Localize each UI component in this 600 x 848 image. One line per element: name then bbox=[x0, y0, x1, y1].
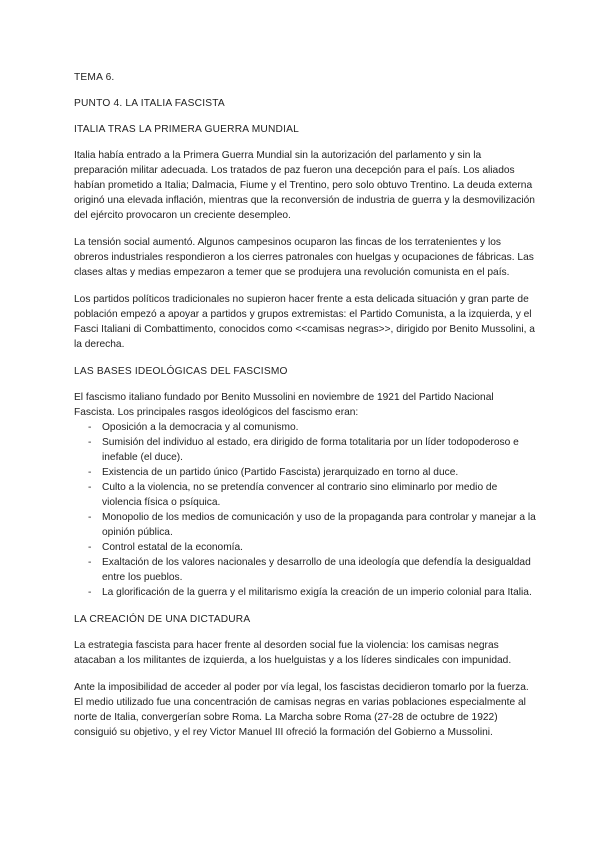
bullet-dash: - bbox=[88, 512, 92, 523]
list-item bbox=[74, 480, 536, 510]
list-item bbox=[74, 420, 536, 435]
list-item-text: Sumisión del individuo al estado, era dirigido de forma totalitaria por un líder todopoderoso e inefable (el duce). bbox=[102, 437, 519, 463]
list-item bbox=[74, 555, 536, 585]
list-item-text: Monopolio de los medios de comunicación y uso de la propaganda para controlar y manejar a la opinión pública. bbox=[102, 512, 536, 538]
bullet-dash: - bbox=[88, 437, 92, 448]
list-item-text: Culto a la violencia, no se pretendía convencer al contrario sino eliminarlo por medio de violencia física o psíquica. bbox=[102, 482, 498, 508]
bullet-dash: - bbox=[88, 557, 92, 568]
list-item bbox=[74, 465, 536, 480]
point-title: PUNTO 4. LA ITALIA FASCISTA bbox=[74, 98, 225, 109]
ideology-list bbox=[74, 420, 536, 600]
list-item-text: Control estatal de la economía. bbox=[102, 542, 244, 553]
paragraph: Ante la imposibilidad de acceder al poder por vía legal, los fascistas decidieron tomarlo por la fuerza. El medio utilizado fue una concentración de camisas negras en varias poblaciones especialmente al norte de Italia, convergerían sobre Roma. La Marcha sobre Roma (27-28 de octubre de 1922) consiguió su objetivo, y el rey Victor Manuel III ofreció la formación del Gobierno a Mussolini. bbox=[74, 682, 529, 738]
paragraph: La estrategia fascista para hacer frente al desorden social fue la violencia: los camisas negras atacaban a los militantes de izquierda, a los huelguistas y a los líderes sindicales con impunidad. bbox=[74, 640, 512, 666]
topic-label: TEMA 6. bbox=[74, 72, 115, 83]
bullet-dash: - bbox=[88, 467, 92, 478]
list-item bbox=[74, 510, 536, 540]
list-item bbox=[74, 540, 536, 555]
paragraph: Italia había entrado a la Primera Guerra Mundial sin la autorización del parlamento y sin la preparación militar adecuada. Los tratados de paz fueron una decepción para el país. Los aliados habían prometido a Italia; Dalmacia, Fiume y el Trentino, pero solo obtuvo Trentino. La deuda externa originó una elevada inflación, mientras que la reconversión de industria de guerra y la desmovilización del ejército provocaron un creciente desempleo. bbox=[74, 150, 535, 221]
bullet-dash: - bbox=[88, 482, 92, 493]
section-heading-postwar-italy: ITALIA TRAS LA PRIMERA GUERRA MUNDIAL bbox=[74, 124, 299, 135]
section-heading-dictatorship: LA CREACIÓN DE UNA DICTADURA bbox=[74, 614, 251, 625]
list-item-text: Exaltación de los valores nacionales y desarrollo de una ideología que defendía la desigualdad entre los pueblos. bbox=[102, 557, 531, 583]
bullet-dash: - bbox=[88, 422, 92, 433]
bullet-dash: - bbox=[88, 542, 92, 553]
list-item bbox=[74, 435, 536, 465]
paragraph: El fascismo italiano fundado por Benito Mussolini en noviembre de 1921 del Partido Nacional Fascista. Los principales rasgos ideológicos del fascismo eran: bbox=[74, 392, 494, 418]
list-item-text: Existencia de un partido único (Partido Fascista) jerarquizado en torno al duce. bbox=[102, 467, 459, 478]
document-body bbox=[74, 70, 536, 752]
list-item-text: Oposición a la democracia y al comunismo. bbox=[102, 422, 299, 433]
section-heading-fascism-ideology: LAS BASES IDEOLÓGICAS DEL FASCISMO bbox=[74, 366, 288, 377]
list-item-text: La glorificación de la guerra y el militarismo exigía la creación de un imperio colonial para Italia. bbox=[102, 587, 532, 598]
list-item bbox=[74, 585, 536, 600]
bullet-dash: - bbox=[88, 587, 92, 598]
paragraph: La tensión social aumentó. Algunos campesinos ocuparon las fincas de los terratenientes y los obreros industriales respondieron a los cierres patronales con huelgas y ocupaciones de fábricas. Las clases altas y medias empezaron a temer que se produjera una revolución comunista en el país. bbox=[74, 237, 534, 278]
paragraph: Los partidos políticos tradicionales no supieron hacer frente a esta delicada situación y gran parte de población empezó a apoyar a partidos y grupos extremistas: el Partido Comunista, a la izquierda, y el Fasci Italiani di Combattimento, conocidos como <<camisas negras>>, dirigido por Benito Mussolini, a la derecha. bbox=[74, 294, 535, 350]
